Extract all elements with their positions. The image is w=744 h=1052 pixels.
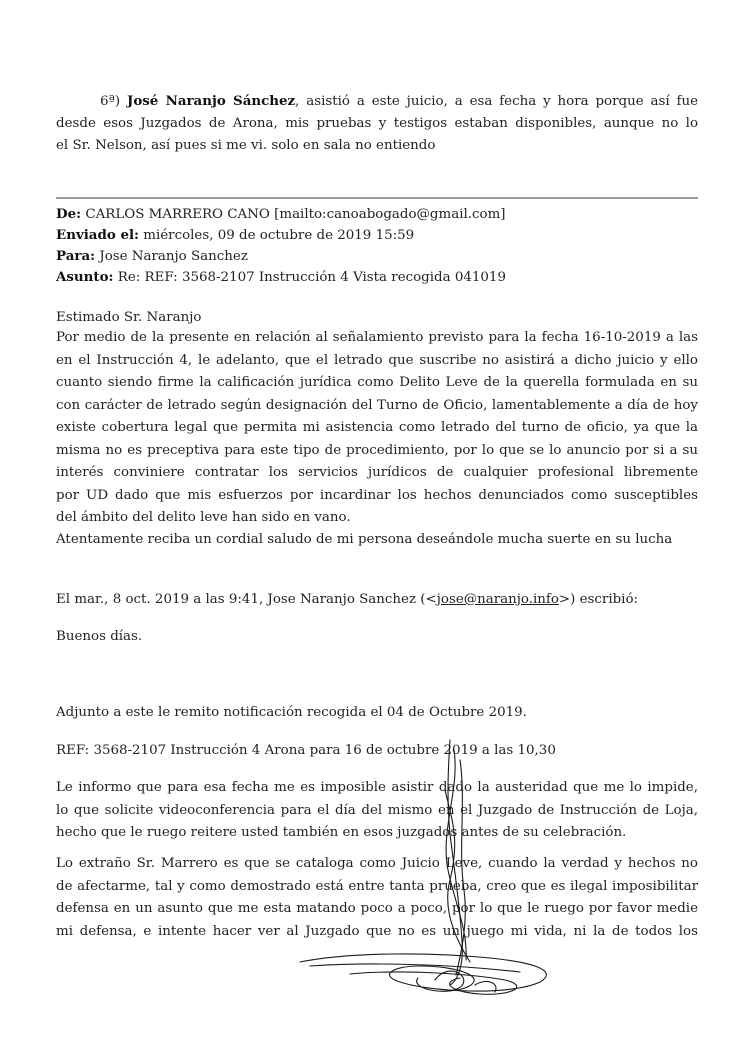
sent-label: Enviado el: xyxy=(56,227,139,243)
sent-value: miércoles, 09 de octubre de 2019 15:59 xyxy=(143,228,415,243)
quoted-greeting-text: Buenos días. xyxy=(56,629,143,644)
intro-name: José Naranjo Sánchez xyxy=(126,93,296,109)
email-subject xyxy=(56,267,698,288)
quoted-intro-after: >) escribió: xyxy=(558,592,639,607)
handwritten-signature xyxy=(290,730,590,1020)
reply-line: interés conviniere contratar los servicios jurídicos de cualquier profesional libremente xyxy=(56,465,698,480)
quoted-ref-text: REF: 3568-2107 Instrucción 4 Arona para 16 de octubre 2019 a las 10,30 xyxy=(56,743,556,758)
reply-line: por UD dado que mis esfuerzos por incardinar los hechos denunciados como susceptibles xyxy=(56,487,698,503)
reply-body xyxy=(56,327,698,530)
quoted-p1-line: Le informo que para esa fecha me es imposible asistir dado la austeridad que me lo impide, xyxy=(56,780,698,795)
reply-line: en el Instrucción 4, le adelanto, que el letrado que suscribe no asistirá a dicho juicio y ello xyxy=(56,352,698,368)
email-from xyxy=(56,204,698,225)
intro-line-1 xyxy=(56,90,698,113)
quoted-greeting xyxy=(56,626,698,649)
from-label: De: xyxy=(56,206,82,222)
quoted-intro-before: El mar., 8 oct. 2019 a las 9:41, Jose Naranjo Sanchez (< xyxy=(56,592,437,607)
quoted-intro xyxy=(56,589,698,612)
subject-label: Asunto: xyxy=(56,269,114,285)
quoted-p1-line: hecho que le ruego reitere usted también en esos juzgados antes de su celebración. xyxy=(56,825,627,840)
intro-line-3: el Sr. Nelson, así pues si me vi. solo en sala no entiendo xyxy=(56,138,436,153)
intro-line1-rest: , asistió a este juicio, a esa fecha y hora porque así fue xyxy=(295,94,698,109)
reply-closing xyxy=(56,529,698,552)
quoted-email-link[interactable]: jose@naranjo.info xyxy=(436,592,559,607)
quoted-p2-line: defensa en un asunto que me esta matando poco a poco, por lo que le ruego por favor medie xyxy=(56,901,698,916)
reply-line: con carácter de letrado según designación del Turno de Oficio, lamentablemente a día de hoy xyxy=(56,397,698,413)
intro-number: 6ª) xyxy=(100,94,121,109)
header-divider xyxy=(56,197,698,199)
intro-line-2: desde esos Juzgados de Arona, mis pruebas y testigos estaban disponibles, aunque no lo xyxy=(56,115,698,131)
quoted-intro-line xyxy=(56,589,698,612)
reply-line: Por medio de la presente en relación al señalamiento previsto para la fecha 16-10-2019 a las xyxy=(56,330,698,345)
reply-line: existe cobertura legal que permita mi asistencia como letrado del turno de oficio, ya que la xyxy=(56,420,698,435)
reply-closing-text: Atentamente reciba un cordial saludo de mi persona deseándole mucha suerte en su lucha xyxy=(56,532,673,547)
quoted-p1-line: lo que solicite videoconferencia para el día del mismo en el Juzgado de Instrucción de Loja, xyxy=(56,802,698,818)
quoted-p2-line: Lo extraño Sr. Marrero es que se cataloga como Juicio Leve, cuando la verdad y hechos no xyxy=(56,856,698,871)
email-to xyxy=(56,246,698,267)
reply-line: misma no es preceptiva para este tipo de procedimiento, por lo que se lo anuncio por si a su xyxy=(56,442,698,458)
reply-line: cuanto siendo firme la calificación jurídica como Delito Leve de la querella formulada en su xyxy=(56,375,698,390)
intro-paragraph xyxy=(56,90,698,158)
quoted-attach-text: Adjunto a este le remito notificación recogida el 04 de Octubre 2019. xyxy=(56,705,527,720)
from-value: CARLOS MARRERO CANO [mailto:canoabogado@gmail.com] xyxy=(85,207,506,222)
to-label: Para: xyxy=(56,248,96,264)
quoted-attach xyxy=(56,702,698,725)
reply-line: del ámbito del delito leve han sido en vano. xyxy=(56,510,351,525)
reply-greeting-text: Estimado Sr. Naranjo xyxy=(56,310,202,325)
quoted-p2-line: mi defensa, e intente hacer ver al Juzgado que no es un juego mi vida, ni la de todos los xyxy=(56,923,698,939)
email-sent xyxy=(56,225,698,246)
subject-value: Re: REF: 3568-2107 Instrucción 4 Vista recogida 041019 xyxy=(117,270,506,285)
quoted-p2-line: de afectarme, tal y como demostrado está entre tanta prueba, creo que es ilegal imposibilitar xyxy=(56,878,698,894)
to-value: Jose Naranjo Sanchez xyxy=(99,249,248,264)
